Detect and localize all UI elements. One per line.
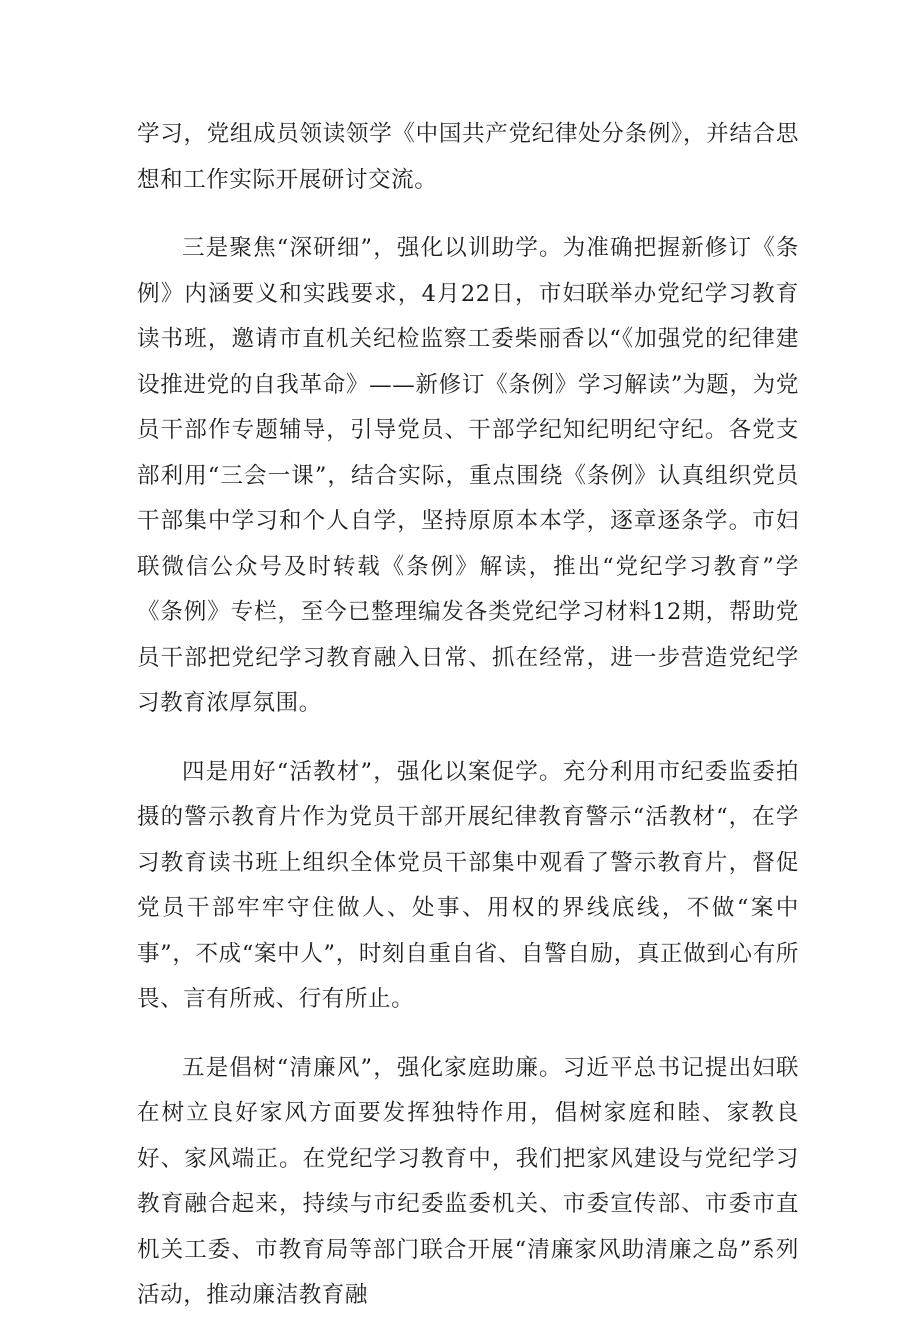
paragraph-point-three: 三是聚焦“深研细”，强化以训助学。为准确把握新修订《条例》内涵要义和实践要求，4月22日，市妇联举办党纪学习教育读书班，邀请市直机关纪检监察工委柴丽香以“《加强党的纪律建设推进党的自我革命》——新修订《条例》学习解读”为题，为党员干部作专题辅导，引导党员、干部学纪知纪明纪守纪。各党支部利用“三会一课”，结合实际，重点围绕《条例》认真组织党员干部集中学习和个人自学，坚持原原本本学，逐章逐条学。市妇联微信公众号及时转载《条例》解读，推出“党纪学习教育”学《条例》专栏，至今已整理编发各类党纪学习材料12期，帮助党员干部把党纪学习教育融入日常、抓在经常，进一步营造党纪学习教育浓厚氛围。 bbox=[137, 235, 799, 716]
document-body bbox=[137, 112, 799, 1342]
paragraph-continuation: 学习，党组成员领读领学《中国共产党纪律处分条例》，并结合思想和工作实际开展研讨交流。 bbox=[137, 121, 799, 193]
paragraph-point-five: 五是倡树“清廉风”，强化家庭助廉。习近平总书记提出妇联在树立良好家风方面要发挥独特作用，倡树家庭和睦、家教良好、家风端正。在党纪学习教育中，我们把家风建设与党纪学习教育融合起来，持续与市纪委监委机关、市委宣传部、市委市直机关工委、市教育局等部门联合开展“清廉家风助清廉之岛”系列活动，推动廉洁教育融 bbox=[137, 1054, 799, 1308]
paragraph-point-four: 四是用好“活教材”，强化以案促学。充分利用市纪委监委拍摄的警示教育片作为党员干部开展纪律教育警示“活教材“，在学习教育读书班上组织全体党员干部集中观看了警示教育片，督促党员干部牢牢守住做人、处事、用权的界线底线，不做“案中事”，不成“案中人”，时刻自重自省、自警自励，真正做到心有所畏、言有所戒、行有所止。 bbox=[137, 758, 799, 1012]
